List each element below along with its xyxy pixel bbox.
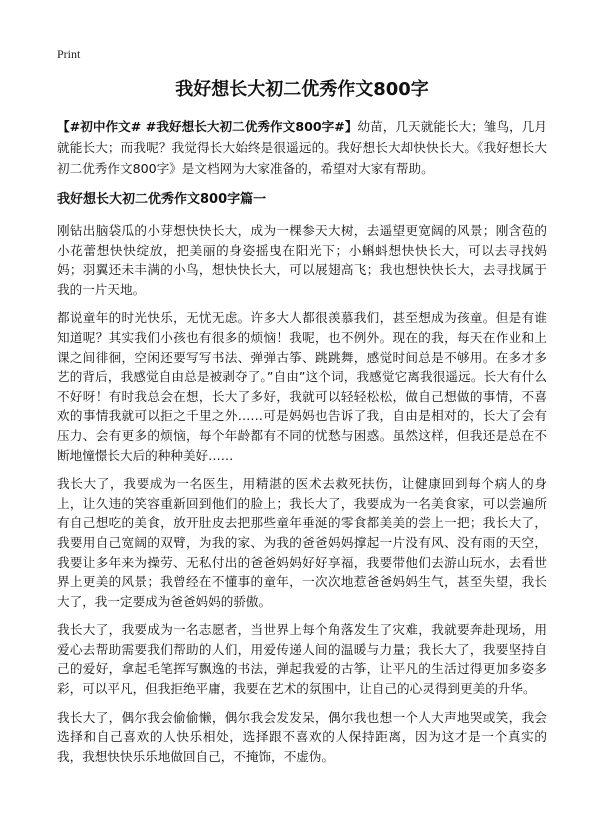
intro-tag: 【#初中作文# #我好想长大初二优秀作文800字#】 xyxy=(57,119,358,134)
paragraph-2: 都说童年的时光快乐，无忧无虑。许多大人都很羡慕我们，甚至想成为孩童。但是有谁知道呢？其实我们小孩也有很多的烦恼！我呢，也不例外。现在的我，每天在作业和上课之间徘徊，空闲还要写写书法、弹弹古筝、跳跳舞，感觉时间总是不够用。在多才多艺的背后，我感觉自由总是被剥夺了。”自由”这个词，我感觉它离我很遥远。长大有什么不好呀！有时我总会在想，长大了多好，我就可以轻轻松松，做自己想做的事情，不喜欢的事情我就可以拒之千里之外……可是妈妈也告诉了我，自由是相对的，长大了会有压力、会有更多的烦恼，每个年龄都有不同的忧愁与困惑。虽然这样，但我还是总在不断地憧憬长大后的种种美好…… xyxy=(57,310,547,463)
paragraph-5: 我长大了，偶尔我会偷偷懒，偶尔我会发发呆，偶尔我也想一个人大声地哭或笑，我会选择和自己喜欢的人快乐相处，选择跟不喜欢的人保持距离，因为这才是一个真实的我，我想快快乐乐地做回自己，不掩饰，不虚伪。 xyxy=(57,709,547,764)
print-link[interactable]: Print xyxy=(57,47,81,61)
page-title: 我好想长大初二优秀作文800字 xyxy=(175,79,429,100)
paragraph-3: 我长大了，我要成为一名医生，用精湛的医术去救死扶伤，让健康回到每个病人的身上，让久违的笑容重新回到他们的脸上；我长大了，我要成为一名美食家，可以尝遍所有自己想吃的美食，放开肚皮去把那些童年垂涎的零食都美美的尝上一把；我长大了，我要用自己宽阔的双臂，为我的家、为我的爸爸妈妈撑起一片没有风、没有雨的天空，我要让多年来为操劳、无私付出的爸爸妈妈好好享福，我要带他们去游山玩水，去看世界上更美的风景；我曾经在不懂事的童年，一次次地惹爸爸妈妈生气，甚至失望，我长大了，我一定要成为爸爸妈妈的骄傲。 xyxy=(57,476,547,609)
section-title: 我好想长大初二优秀作文800字篇一 xyxy=(57,192,267,207)
intro-text: 幼苗，几天就能长大；雏鸟，几月就能长大；而我呢？我觉得长大始终是很遥远的。我好想长大却快快长大。《我好想长大初二优秀作文800字》是文档网为大家准备的，希望对大家有帮助。 xyxy=(57,119,547,176)
document-body xyxy=(57,78,547,775)
paragraph-1: 刚钻出脑袋瓜的小芽想快快长大，成为一棵参天大树，去遥望更宽阔的风景；刚含苞的小花蕾想快快绽放，把美丽的身姿摇曳在阳光下；小蝌蚪想快快长大，可以去寻找妈妈；羽翼还未丰满的小鸟，想快快长大，可以展翅高飞；我也想快快长大，去寻找属于我的一片天地。 xyxy=(57,223,547,297)
intro-paragraph xyxy=(57,116,547,179)
paragraph-4: 我长大了，我要成为一名志愿者，当世界上每个角落发生了灾难，我就要奔赴现场，用爱心去帮助需要我们帮助的人们，用爱传递人间的温暖与力量；我长大了，我要坚持自己的爱好，拿起毛笔挥写飘逸的书法，弹起我爱的古筝，让平凡的生活过得更加多姿多彩，可以平凡，但我拒绝平庸，我要在艺术的氛围中，让自己的心灵得到更美的升华。 xyxy=(57,622,547,697)
